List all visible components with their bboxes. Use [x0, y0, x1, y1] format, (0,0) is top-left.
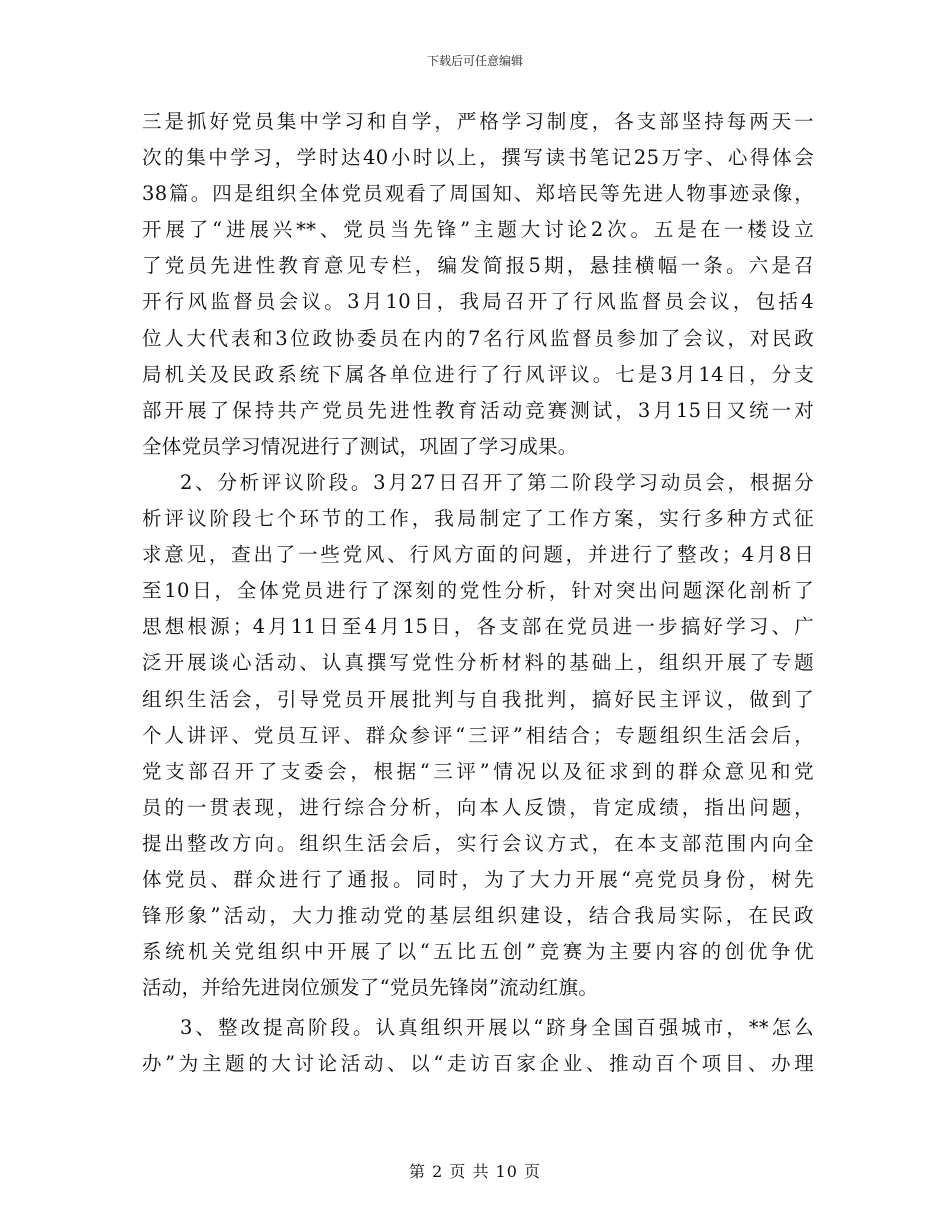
text-line: 2、分析评议阶段。3月27日召开了第二阶段学习动员会，根据分	[180, 470, 814, 494]
text-line: 系统机关党组织中开展了以“五比五创”竞赛为主要内容的创优争优	[142, 940, 814, 964]
text-line: 体党员、群众进行了通报。同时，为了大力开展“亮党员身份，树先	[142, 867, 814, 891]
text-line: 开行风监督员会议。3月10日，我局召开了行风监督员会议，包括4	[142, 290, 814, 314]
text-line: 38篇。四是组织全体党员观看了周国知、郑培民等先进人物事迹录像，	[142, 182, 814, 206]
text-line: 办”为主题的大讨论活动、以“走访百家企业、推动百个项目、办理	[142, 1052, 814, 1076]
text-line: 局机关及民政系统下属各单位进行了行风评议。七是3月14日，分支	[142, 362, 814, 386]
text-line: 3、整改提高阶段。认真组织开展以“跻身全国百强城市，**怎么	[180, 1016, 814, 1040]
paragraph	[142, 104, 814, 465]
text-line: 位人大代表和3位政协委员在内的7名行风监督员参加了会议，对民政	[142, 326, 814, 350]
text-line: 锋形象”活动，大力推动党的基层组织建设，结合我局实际，在民政	[142, 904, 814, 928]
paragraph	[142, 465, 814, 1006]
text-line: 了党员先进性教育意见专栏，编发简报5期，悬挂横幅一条。六是召	[142, 254, 814, 278]
text-line: 党支部召开了支委会，根据“三评”情况以及征求到的群众意见和党	[142, 759, 814, 783]
text-line: 三是抓好党员集中学习和自学，严格学习制度，各支部坚持每两天一	[142, 110, 814, 133]
text-line: 部开展了保持共产党员先进性教育活动竞赛测试，3月15日又统一对	[142, 398, 814, 422]
text-line: 析评议阶段七个环节的工作，我局制定了工作方案，实行多种方式征	[142, 507, 814, 531]
text-line: 提出整改方向。组织生活会后，实行会议方式，在本支部范围内向全	[142, 831, 814, 855]
text-line: 思想根源；4月11日至4月15日，各支部在党员进一步搞好学习、广	[142, 615, 814, 639]
paragraph	[142, 1010, 814, 1082]
text-line: 至10日，全体党员进行了深刻的党性分析，针对突出问题深化剖析了	[142, 579, 814, 603]
text-line: 活动，并给先进岗位颁发了“党员先锋岗”流动红旗。	[142, 976, 599, 1000]
text-line: 个人讲评、党员互评、群众参评“三评”相结合；专题组织生活会后，	[142, 723, 814, 747]
text-line: 组织生活会，引导党员开展批判与自我批判，搞好民主评议，做到了	[142, 687, 814, 711]
text-line: 员的一贯表现，进行综合分析，向本人反馈，肯定成绩，指出问题，	[142, 795, 814, 819]
text-line: 泛开展谈心活动、认真撰写党性分析材料的基础上，组织开展了专题	[142, 651, 814, 675]
text-line: 开展了“进展兴**、党员当先锋”主题大讨论2次。五是在一楼设立	[142, 218, 814, 242]
text-line: 全体党员学习情况进行了测试，巩固了学习成果。	[142, 434, 578, 458]
page-footer: 第 2 页 共 10 页	[409, 1162, 541, 1181]
page-header: 下载后可任意编辑	[426, 54, 523, 68]
document-body	[142, 104, 814, 1083]
text-line: 求意见，查出了一些党风、行风方面的问题，并进行了整改；4月8日	[142, 543, 814, 567]
text-line: 次的集中学习，学时达40小时以上，撰写读书笔记25万字、心得体会	[142, 146, 814, 170]
